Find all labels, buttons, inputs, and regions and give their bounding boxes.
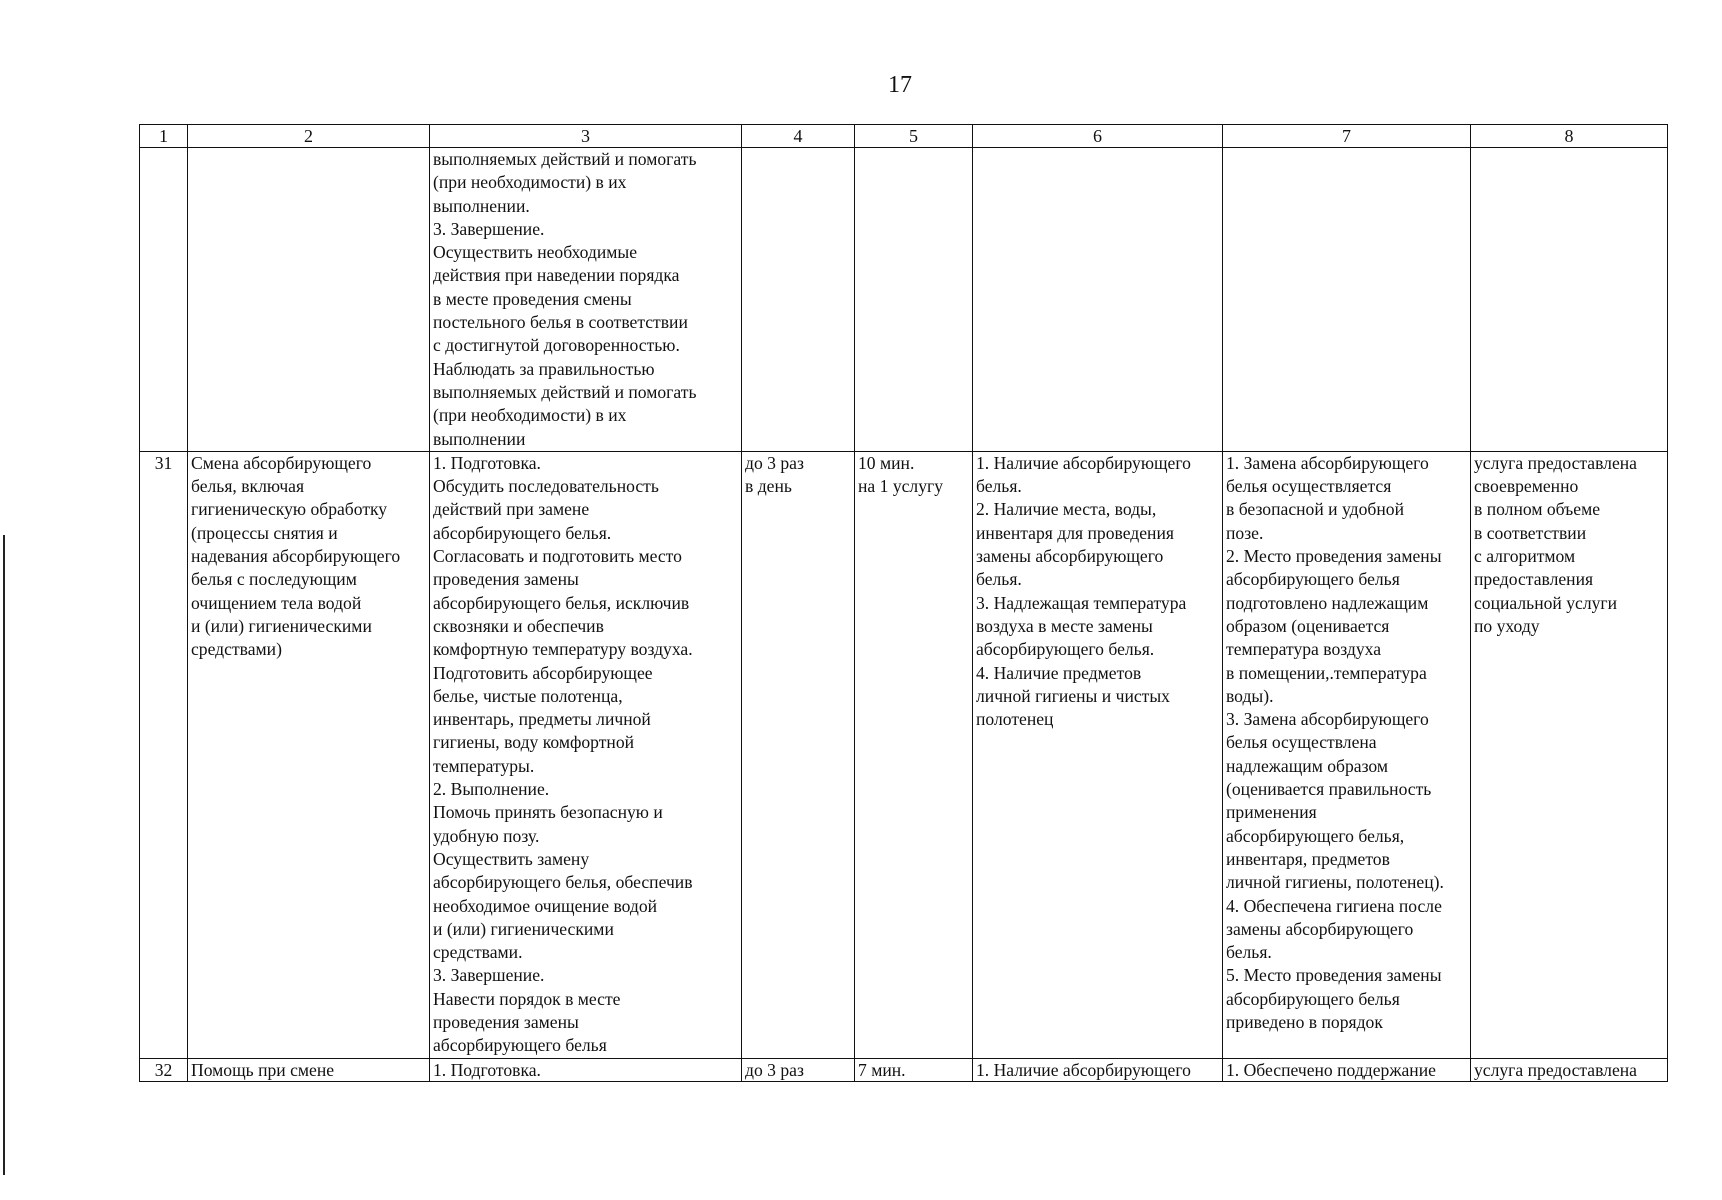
column-header: 2 <box>188 125 430 148</box>
column-number-row <box>140 125 1668 148</box>
table-row <box>140 148 1668 452</box>
cell-text-line: в месте проведения смены <box>433 288 632 309</box>
scan-edge-line <box>3 535 5 1175</box>
cell-text-line: инвентаря для проведения <box>976 522 1174 543</box>
cell-text-line: удобную позу. <box>433 825 540 846</box>
cell-text-line: услуга предоставлена <box>1474 1059 1637 1080</box>
cell-text-line: социальной услуги <box>1474 592 1618 613</box>
cell-text-line: и (или) гигиеническими <box>191 615 372 636</box>
quality-indicators-cell <box>1223 1058 1471 1081</box>
table-row <box>140 451 1668 1058</box>
cell-text-line: воды). <box>1226 685 1274 706</box>
cell-text-line: Помощь при смене <box>191 1059 335 1080</box>
cell-text-line: Помочь принять безопасную и <box>433 802 663 823</box>
duration-cell <box>855 148 973 452</box>
cell-text-line: подготовлено надлежащим <box>1226 592 1429 613</box>
table-row <box>140 1058 1668 1081</box>
cell-text-line: в помещении,.температура <box>1226 662 1427 683</box>
cell-text-line: на 1 услугу <box>858 476 944 497</box>
cell-text-line: 3. Завершение. <box>433 218 545 239</box>
cell-text-line: (при необходимости) в их <box>433 405 627 426</box>
cell-text-line: белье, чистые полотенца, <box>433 685 623 706</box>
cell-text-line: предоставления <box>1474 569 1594 590</box>
cell-text-line: гигиеническую обработку <box>191 499 388 520</box>
cell-text-line: 2. Наличие места, воды, <box>976 499 1157 520</box>
cell-text-line: 1. Наличие абсорбирующего <box>976 1059 1191 1080</box>
cell-text-line: Подготовить абсорбирующее <box>433 662 653 683</box>
service-name-cell <box>188 1058 430 1081</box>
column-header: 3 <box>430 125 742 148</box>
cell-text-line: личной гигиены, полотенец). <box>1226 872 1444 893</box>
cell-text-line: своевременно <box>1474 476 1579 497</box>
cell-text-line: замены абсорбирующего <box>1226 918 1414 939</box>
cell-text-line: действия при наведении порядка <box>433 265 680 286</box>
frequency-cell <box>742 451 855 1058</box>
conditions-cell <box>973 451 1223 1058</box>
cell-text-line: (при необходимости) в их <box>433 172 627 193</box>
cell-text-line: абсорбирующего белья. <box>976 639 1155 660</box>
duration-cell <box>855 1058 973 1081</box>
cell-text-line: до 3 раз <box>745 1059 804 1080</box>
cell-text-line: комфортную температуру воздуха. <box>433 639 693 660</box>
cell-text-line: температуры. <box>433 755 535 776</box>
column-header: 8 <box>1471 125 1668 148</box>
cell-text-line: постельного белья в соответствии <box>433 312 688 333</box>
cell-text-line: Обсудить последовательность <box>433 476 659 497</box>
cell-text-line: надлежащим образом <box>1226 755 1389 776</box>
cell-text-line: 10 мин. <box>858 452 915 473</box>
cell-text-line: приведено в порядок <box>1226 1011 1383 1032</box>
cell-text-line: 3. Замена абсорбирующего <box>1226 709 1429 730</box>
column-header: 4 <box>742 125 855 148</box>
assessment-cell <box>1471 148 1668 452</box>
cell-text-line: 7 мин. <box>858 1059 906 1080</box>
cell-text-line: абсорбирующего белья. <box>433 522 612 543</box>
cell-text-line: и (или) гигиеническими <box>433 918 614 939</box>
cell-text-line: в полном объеме <box>1474 499 1601 520</box>
cell-text-line: инвентарь, предметы личной <box>433 709 651 730</box>
cell-text-line: (оценивается правильность <box>1226 779 1432 800</box>
quality-indicators-cell <box>1223 148 1471 452</box>
cell-text-line: 2. Выполнение. <box>433 779 550 800</box>
service-name-cell <box>188 451 430 1058</box>
cell-text-line: температура воздуха <box>1226 639 1382 660</box>
column-header: 7 <box>1223 125 1471 148</box>
row-number: 31 <box>140 451 188 1058</box>
cell-text-line: надевания абсорбирующего <box>191 546 401 567</box>
cell-text-line: образом (оценивается <box>1226 615 1390 636</box>
cell-text-line: белья, включая <box>191 476 305 497</box>
cell-text-line: полотенец <box>976 709 1054 730</box>
cell-text-line: абсорбирующего белья, <box>1226 825 1405 846</box>
cell-text-line: 4. Наличие предметов <box>976 662 1142 683</box>
service-name-cell <box>188 148 430 452</box>
cell-text-line: в безопасной и удобной <box>1226 499 1404 520</box>
cell-text-line: Смена абсорбирующего <box>191 452 372 473</box>
frequency-cell <box>742 1058 855 1081</box>
cell-text-line: в соответствии <box>1474 522 1587 543</box>
cell-text-line: применения <box>1226 802 1317 823</box>
cell-text-line: выполняемых действий и помогать <box>433 149 697 169</box>
cell-text-line: сквозняки и обеспечив <box>433 615 604 636</box>
cell-text-line: действий при замене <box>433 499 590 520</box>
cell-text-line: белья с последующим <box>191 569 357 590</box>
cell-text-line: инвентаря, предметов <box>1226 848 1390 869</box>
column-header: 6 <box>973 125 1223 148</box>
assessment-cell <box>1471 1058 1668 1081</box>
procedure-cell <box>430 1058 742 1081</box>
quality-indicators-cell <box>1223 451 1471 1058</box>
cell-text-line: очищением тела водой <box>191 592 362 613</box>
cell-text-line: проведения замены <box>433 1011 579 1032</box>
cell-text-line: гигиены, воду комфортной <box>433 732 635 753</box>
row-number: 32 <box>140 1058 188 1081</box>
procedure-cell <box>430 148 742 452</box>
cell-text-line: 1. Обеспечено поддержание <box>1226 1059 1436 1080</box>
frequency-cell <box>742 148 855 452</box>
cell-text-line: Наблюдать за правильностью <box>433 358 655 379</box>
cell-text-line: выполнении. <box>433 195 530 216</box>
cell-text-line: 1. Замена абсорбирующего <box>1226 452 1429 473</box>
conditions-cell <box>973 148 1223 452</box>
column-header: 1 <box>140 125 188 148</box>
cell-text-line: абсорбирующего белья <box>433 1035 607 1056</box>
cell-text-line: 4. Обеспечена гигиена после <box>1226 895 1442 916</box>
cell-text-line: Согласовать и подготовить место <box>433 546 682 567</box>
cell-text-line: средствами. <box>433 942 523 963</box>
cell-text-line: проведения замены <box>433 569 579 590</box>
cell-text-line: по уходу <box>1474 615 1540 636</box>
cell-text-line: до 3 раз <box>745 452 804 473</box>
cell-text-line: услуга предоставлена <box>1474 452 1637 473</box>
cell-text-line: выполняемых действий и помогать <box>433 381 697 402</box>
cell-text-line: белья. <box>976 476 1022 497</box>
cell-text-line: абсорбирующего белья, исключив <box>433 592 690 613</box>
cell-text-line: замены абсорбирующего <box>976 546 1164 567</box>
cell-text-line: позе. <box>1226 522 1264 543</box>
cell-text-line: белья. <box>1226 942 1272 963</box>
cell-text-line: белья осуществлена <box>1226 732 1377 753</box>
assessment-cell <box>1471 451 1668 1058</box>
cell-text-line: 1. Подготовка. <box>433 452 541 473</box>
cell-text-line: средствами) <box>191 639 282 660</box>
cell-text-line: с достигнутой договоренностью. <box>433 335 680 356</box>
cell-text-line: 3. Завершение. <box>433 965 545 986</box>
cell-text-line: выполнении <box>433 428 526 449</box>
cell-text-line: Навести порядок в месте <box>433 988 621 1009</box>
service-standards-table <box>139 124 1668 1082</box>
cell-text-line: 5. Место проведения замены <box>1226 965 1442 986</box>
cell-text-line: (процессы снятия и <box>191 522 338 543</box>
cell-text-line: необходимое очищение водой <box>433 895 658 916</box>
cell-text-line: в день <box>745 476 792 497</box>
cell-text-line: воздуха в месте замены <box>976 615 1153 636</box>
cell-text-line: 3. Надлежащая температура <box>976 592 1187 613</box>
cell-text-line: личной гигиены и чистых <box>976 685 1170 706</box>
duration-cell <box>855 451 973 1058</box>
cell-text-line: абсорбирующего белья <box>1226 988 1400 1009</box>
column-header: 5 <box>855 125 973 148</box>
cell-text-line: 1. Наличие абсорбирующего <box>976 452 1191 473</box>
procedure-cell <box>430 451 742 1058</box>
row-number <box>140 148 188 452</box>
cell-text-line: Осуществить замену <box>433 848 590 869</box>
cell-text-line: белья осуществляется <box>1226 476 1392 497</box>
cell-text-line: белья. <box>976 569 1022 590</box>
page-number: 17 <box>888 72 912 98</box>
cell-text-line: 1. Подготовка. <box>433 1059 541 1080</box>
cell-text-line: с алгоритмом <box>1474 546 1576 567</box>
cell-text-line: абсорбирующего белья, обеспечив <box>433 872 693 893</box>
conditions-cell <box>973 1058 1223 1081</box>
cell-text-line: абсорбирующего белья <box>1226 569 1400 590</box>
cell-text-line: Осуществить необходимые <box>433 242 638 263</box>
cell-text-line: 2. Место проведения замены <box>1226 546 1442 567</box>
